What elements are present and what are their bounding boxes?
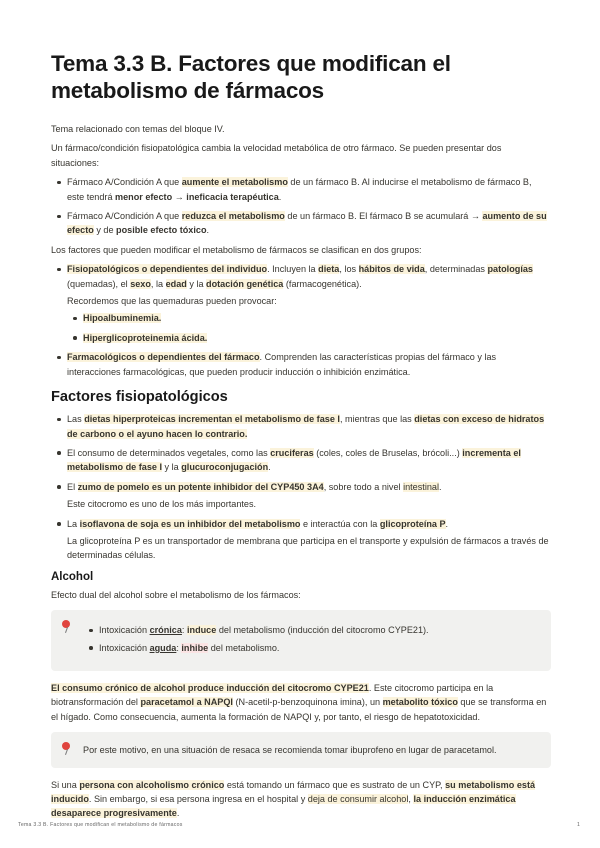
list-item: Farmacológicos o dependientes del fármaco. Comprenden las características propias del fármaco y las interacciones farmacológicas, que pueden producir inducción o inhibición enzimática. (51, 350, 551, 379)
cyp-note: Este citocromo es uno de los más importantes. (67, 499, 257, 510)
list-item: Fármaco A/Condición A que reduzca el metabolismo de un fármaco B. El fármaco B se acumulará → aumento de su efecto y de posible efecto tóxico. (51, 209, 551, 238)
alcohol-intro: Efecto dual del alcohol sobre el metabolismo de los fármacos: (51, 589, 301, 600)
list-item: Intoxicación crónica: induce del metabolismo (inducción del citocromo CYPE21). (83, 623, 429, 637)
list-item: Hiperglicoproteinemia ácida. (67, 331, 551, 345)
burns-sublist (67, 311, 551, 345)
callout-dual-effect (51, 610, 551, 671)
pushpin-icon (61, 620, 83, 662)
list-item: Fisiopatológicos o dependientes del individuo. Incluyen la dieta, los hábitos de vida, determinadas patologías (quemadas), el sexo, la edad y la dotación genética (farmacogenética). Recordemos que las quemaduras pueden provocar: Hipoalbuminemia. Hiperglicoproteinemia ácida. (51, 262, 551, 345)
list-item: Intoxicación aguda: inhibe del metabolismo. (83, 641, 429, 655)
alcohol-paragraph-1: El consumo crónico de alcohol produce inducción del citocromo CYPE21. Este citocromo participa en la biotransformación del paracetamol a NAPQI (N-acetil-p-benzoquinona imina), un metabolito tóxico que se transforma en el hígado. Como consecuencia, aumenta la formación de NAPQI y, por tanto, el riesgo de hepatotoxicidad. (51, 682, 547, 722)
page-number: 1 (577, 822, 580, 828)
list-item: Las dietas hiperproteicas incrementan el metabolismo de fase I, mientras que las dietas con exceso de hidratos de carbono o el ayuno hacen lo contrario. (51, 412, 551, 441)
groups-list (51, 262, 551, 379)
intro-paragraph-2: Un fármaco/condición fisiopatológica cambia la velocidad metabólica de otro fármaco. Se pueden presentar dos situaciones: (51, 143, 502, 168)
burns-note: Recordemos que las quemaduras pueden provocar: (67, 296, 277, 307)
dual-effect-list (83, 623, 429, 658)
fisio-list (51, 412, 551, 563)
pushpin-icon (61, 742, 83, 757)
page-footer: Tema 3.3 B. Factores que modifican el metabolismo de fármacos (18, 822, 183, 828)
glicoproteina-note: La glicoproteína P es un transportador de membrana que participa en el transporte y expulsión de fármacos a través de determinadas células. (67, 535, 549, 561)
list-item: La isoflavona de soja es un inhibidor del metabolismo e interactúa con la glicoproteína P. La glicoproteína P es un transportador de membrana que participa en el transporte y expulsión de fármacos a través de determinadas células. (51, 517, 551, 563)
section-heading-fisio: Factores fisiopatológicos (51, 389, 228, 406)
list-item: Fármaco A/Condición A que aumente el metabolismo de un fármaco B. Al inducirse el metabolismo de fármaco B, este tendrá menor efecto → ineficacia terapéutica. (51, 175, 551, 204)
situations-list (51, 175, 551, 238)
list-item: Hipoalbuminemia. (67, 311, 551, 325)
groups-intro: Los factores que pueden modificar el metabolismo de fármacos se clasifican en dos grupos: (51, 244, 422, 255)
callout-resaca-text: Por este motivo, en una situación de resaca se recomienda tomar ibuprofeno en lugar de paracetamol. (83, 745, 497, 756)
section-heading-alcohol: Alcohol (51, 570, 94, 583)
page-title: Tema 3.3 B. Factores que modifican el metabolismo de fármacos (51, 51, 451, 103)
document-page (51, 50, 551, 826)
list-item: El consumo de determinados vegetales, como las cruciferas (coles, coles de Bruselas, brócoli...) incrementa el metabolismo de fase I y la glucuroconjugación. (51, 446, 551, 475)
intro-paragraph-1: Tema relacionado con temas del bloque IV. (51, 124, 225, 134)
alcohol-paragraph-2: Si una persona con alcoholismo crónico está tomando un fármaco que es sustrato de un CYP, su metabolismo está inducido. Sin embargo, si esa persona ingresa en el hospital y deja de consumir alcohol, la inducción enzimática desaparece progresivamente. (51, 779, 536, 819)
callout-resaca (51, 732, 551, 767)
list-item: El zumo de pomelo es un potente inhibidor del CYP450 3A4, sobre todo a nivel intestinal. Este citocromo es uno de los más importantes. (51, 480, 551, 512)
